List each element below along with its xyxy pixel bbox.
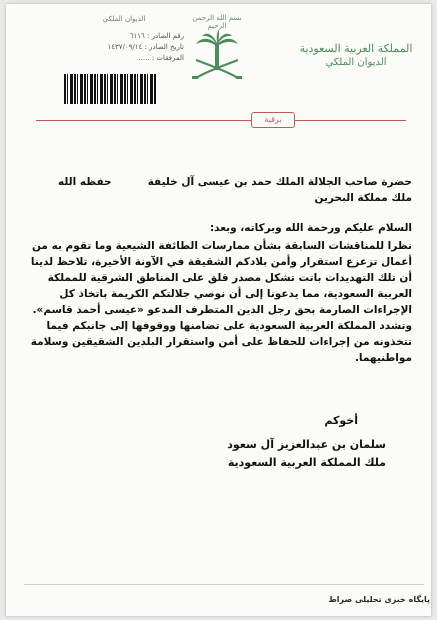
attachments-label: المرفقات : ..... xyxy=(138,54,184,62)
closing: أخوكم xyxy=(324,414,358,427)
recipient-line-2: ملك مملكة البحرين xyxy=(314,192,412,204)
basmala: بسم الله الرحمن الرحيم xyxy=(192,14,242,30)
paragraph-line: أعمال تزعزع استقرار وأمن بلادكم الشقيقة في الآونة الأخيرة، تلاحظ لدينا xyxy=(30,256,412,268)
kingdom-name: المملكة العربية السعودية xyxy=(299,42,413,55)
footer-divider xyxy=(24,584,424,585)
recipient-line-1: حضرة صاحب الجلالة الملك حمد بن عيسى آل خليفة xyxy=(147,176,412,188)
reference-block xyxy=(64,14,184,64)
paragraph-line: تتخذونه من إجراءات للحفاظ على أمن واستقرار البلدين الشقيقين وسلامة xyxy=(30,336,412,348)
recipient-row xyxy=(28,174,412,190)
telegram-tag: برقية xyxy=(251,112,295,128)
header-rule xyxy=(36,112,406,128)
paragraph-line: أن تلك التهديدات باتت تشكل مصدر قلق على المناطق الشرقية للمملكة xyxy=(47,272,412,284)
reference-date: تاريخ الصادر : ١٤٣٧/٠٩/١٤ xyxy=(107,43,184,51)
saudi-emblem-icon xyxy=(186,30,248,86)
signature-block xyxy=(136,412,386,472)
office-label-left: الديوان الملكي xyxy=(102,15,146,23)
letter-body xyxy=(28,174,412,366)
paragraph-line: وتشدد المملكة العربية السعودية على تضامنها ووقوفها إلى جانبكم فيما xyxy=(46,320,412,332)
reference-number: رقم الصادر : ٦١١٦ xyxy=(129,32,184,40)
signatory-title: ملك المملكة العربية السعودية xyxy=(227,456,386,469)
paragraph-line: نظرا للمناقشات السابقة بشأن ممارسات الطائفة الشيعية وما تقوم به من xyxy=(31,240,412,252)
barcode xyxy=(64,74,156,104)
paragraph-line: الإجراءات الصارمة بحق رجل الدين المتطرف المدعو «عيسى أحمد قاسم». xyxy=(32,304,412,316)
blessing: حفظه الله xyxy=(58,176,112,188)
greeting: السلام عليكم ورحمة الله وبركاته، وبعد: xyxy=(209,222,412,234)
office-label-right: الديوان الملكي xyxy=(325,57,387,68)
letter-paragraph xyxy=(28,238,412,366)
kingdom-heading xyxy=(296,42,416,68)
signatory-name: سلمان بن عبدالعزيز آل سعود xyxy=(227,438,386,451)
watermark: پایگاه خبری تحلیلی صراط xyxy=(328,595,430,604)
paragraph-line: مواطنيهما. xyxy=(354,352,412,364)
paragraph-line: العربية السعودية، مما يدعونا إلى أن نوصي جلالتكم الكريمة باتخاذ كل xyxy=(59,288,412,300)
divider xyxy=(36,120,406,121)
letter-page xyxy=(6,4,431,616)
